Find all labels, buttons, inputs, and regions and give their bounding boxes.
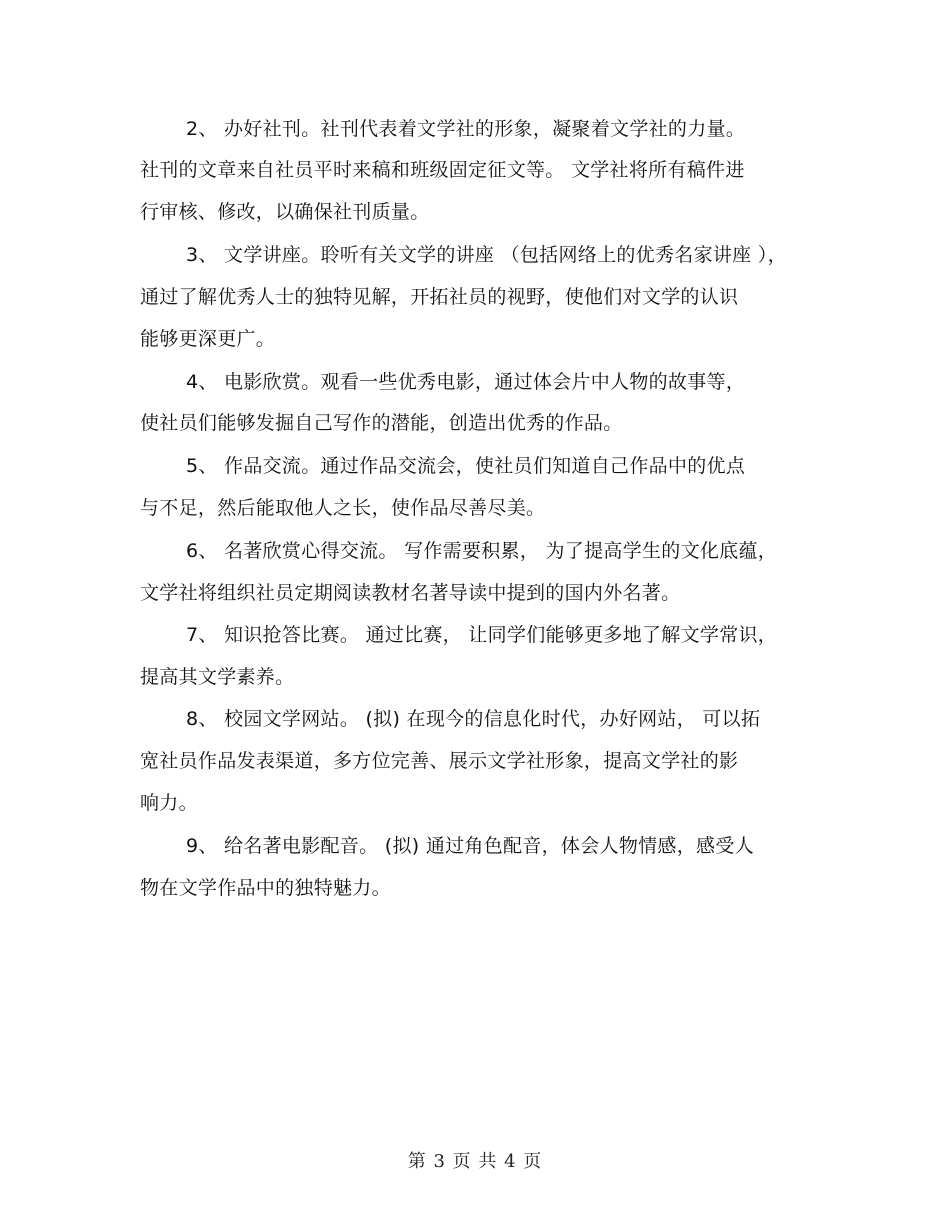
paragraph-5-line-2: 与不足，然后能取他人之长，使作品尽善尽美。 xyxy=(140,497,546,519)
paragraph-9-line-2: 物在文学作品中的独特魅力。 xyxy=(140,877,391,899)
paragraph-2-line-3: 行审核、修改，以确保社刊质量。 xyxy=(140,201,430,223)
paragraph-9-line-1: 9、 给名著电影配音。 (拟) 通过角色配音，体会人物情感，感受人 xyxy=(186,835,754,857)
paragraph-6-line-1: 6、 名著欣赏心得交流。 写作需要积累， 为了提高学生的文化底蕴， xyxy=(186,540,778,562)
paragraph-5-line-1: 5、 作品交流。通过作品交流会，使社员们知道自己作品中的优点 xyxy=(186,455,746,477)
paragraph-3-line-2: 通过了解优秀人士的独特见解，开拓社员的视野，使他们对文学的认识 xyxy=(140,286,739,308)
paragraph-8-line-3: 响力。 xyxy=(140,792,198,814)
paragraph-6-line-2: 文学社将组织社员定期阅读教材名著导读中提到的国内外名著。 xyxy=(140,582,681,604)
paragraph-2-line-2: 社刊的文章来自社员平时来稿和班级固定征文等。 文学社将所有稿件进 xyxy=(140,159,745,181)
paragraph-8-line-2: 宽社员作品发表渠道，多方位完善、展示文学社形象，提高文学社的影 xyxy=(140,750,739,772)
paragraph-7-line-2: 提高其文学素养。 xyxy=(140,666,295,688)
paragraph-8-line-1: 8、 校园文学网站。 (拟) 在现今的信息化时代，办好网站， 可以拓 xyxy=(186,708,761,730)
paragraph-4-line-1: 4、 电影欣赏。观看一些优秀电影，通过体会片中人物的故事等， xyxy=(186,371,746,393)
page-footer: 第 3 页 共 4 页 xyxy=(407,1151,543,1172)
paragraph-4-line-2: 使社员们能够发掘自己写作的潜能，创造出优秀的作品。 xyxy=(140,412,623,434)
paragraph-3-line-3: 能够更深更广。 xyxy=(140,328,276,350)
paragraph-3-line-1: 3、 文学讲座。聆听有关文学的讲座 （包括网络上的优秀名家讲座 ）， xyxy=(186,244,787,266)
paragraph-2-line-1: 2、 办好社刊。社刊代表着文学社的形象，凝聚着文学社的力量。 xyxy=(186,118,746,140)
paragraph-7-line-1: 7、 知识抢答比赛。 通过比赛， 让同学们能够更多地了解文学常识， xyxy=(186,624,778,646)
